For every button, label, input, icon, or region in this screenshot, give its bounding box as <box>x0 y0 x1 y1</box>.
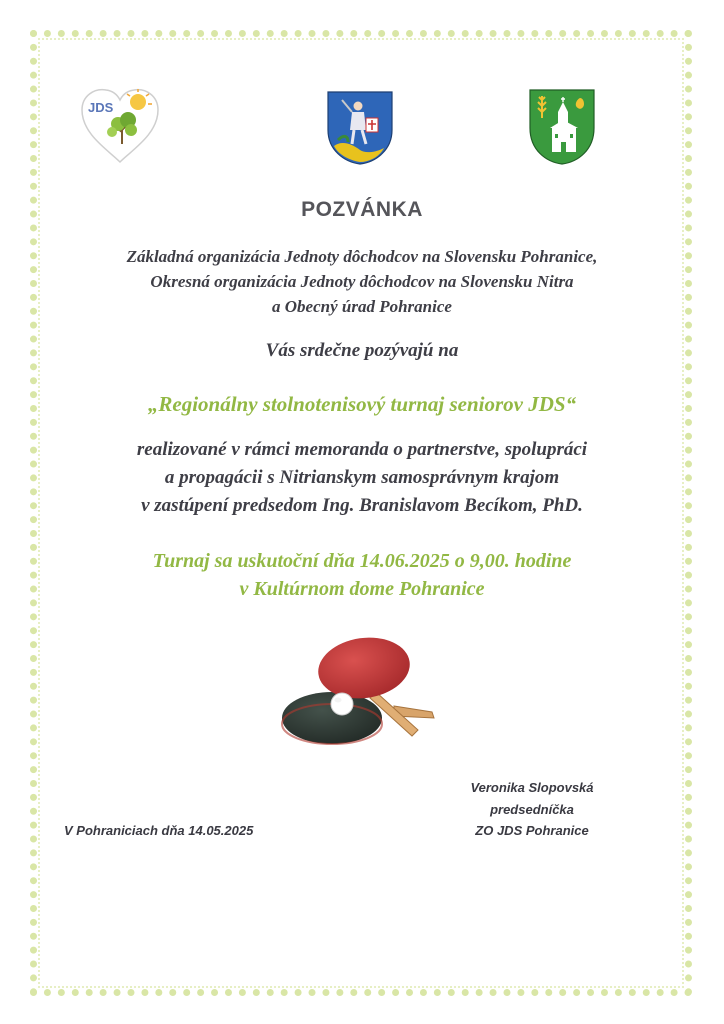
jds-logo <box>78 86 162 166</box>
description-line-2: a propagácii s Nitrianskym samosprávnym krajom <box>164 467 560 488</box>
organizer-line-3: a Obecný úrad Pohranice <box>272 297 452 316</box>
signature-name: Veronika Slopovská <box>470 780 594 795</box>
coat-of-arms-green <box>528 88 596 166</box>
page-title: POZVÁNKA <box>301 198 423 221</box>
organizer-line-2: Okresná organizácia Jednoty dôchodcov na Slovensku Nitra <box>150 272 574 291</box>
invite-text: Vás srdečne pozývajú na <box>265 340 459 361</box>
event-venue: v Kultúrnom dome Pohranice <box>239 578 485 600</box>
event-date-time: Turnaj sa uskutoční dňa 14.06.2025 o 9,00. hodine <box>152 550 572 572</box>
signature-role: predsedníčka <box>490 802 574 817</box>
signature-org: ZO JDS Pohranice <box>475 823 589 838</box>
coat-of-arms-blue <box>326 90 394 166</box>
jds-logo-text: JDS <box>88 100 114 115</box>
event-name: „Regionálny stolnotenisový turnaj seniorov JDS“ <box>147 392 577 416</box>
organizer-line-1: Základná organizácia Jednoty dôchodcov na Slovensku Pohranice, <box>126 247 598 266</box>
description-line-1: realizované v rámci memoranda o partnerstve, spolupráci <box>136 439 588 460</box>
table-tennis-paddles-icon <box>276 634 442 750</box>
place-date: V Pohraniciach dňa 14.05.2025 <box>64 823 254 838</box>
description-line-3: v zastúpení predsedom Ing. Branislavom Becíkom, PhD. <box>141 495 583 516</box>
